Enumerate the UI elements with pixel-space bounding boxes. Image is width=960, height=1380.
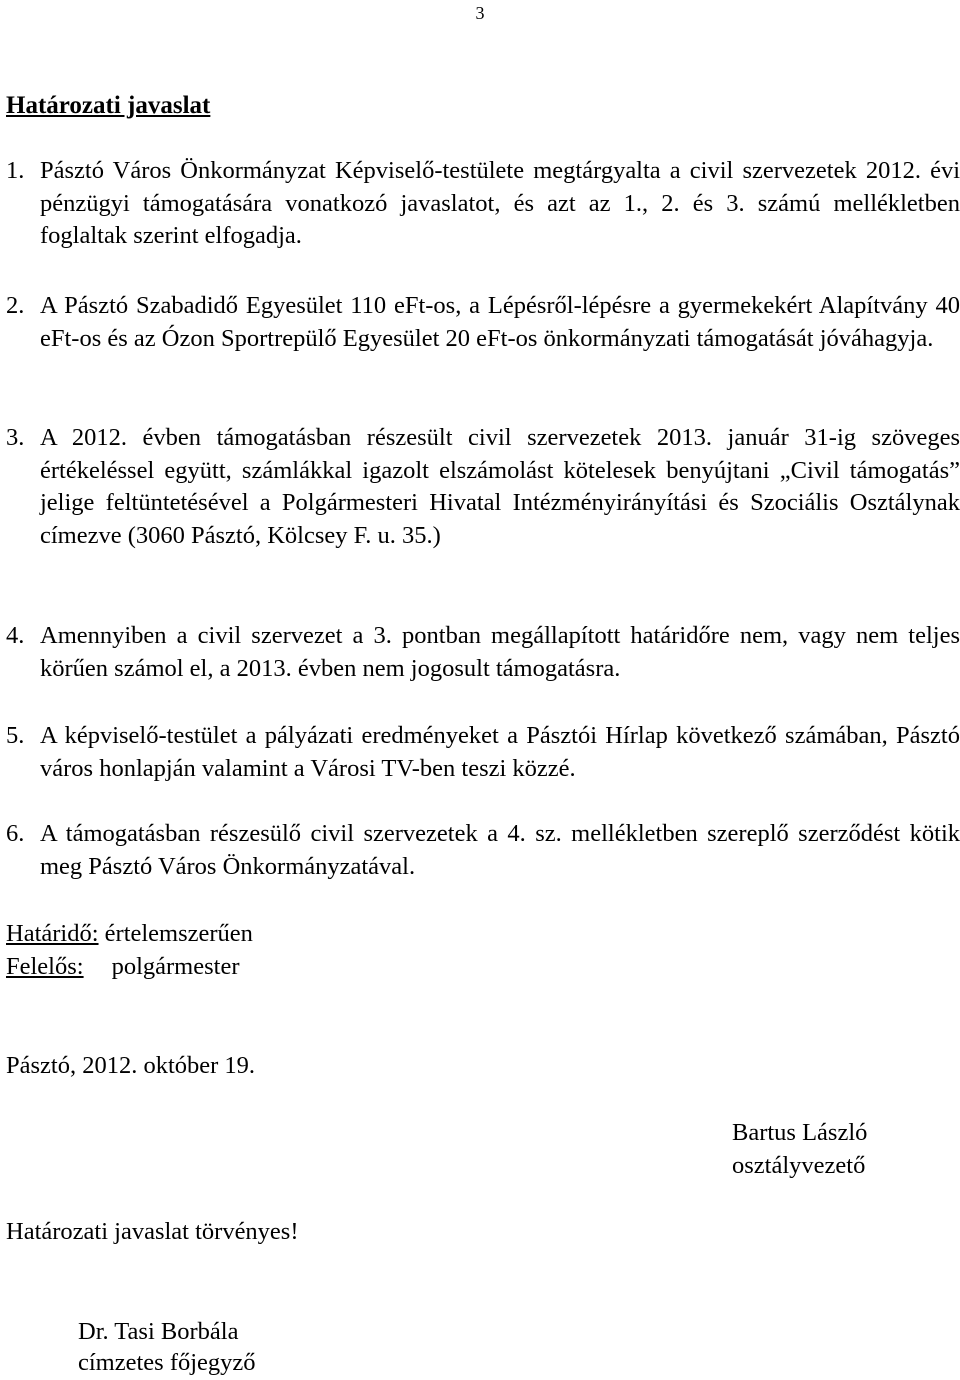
signatory-2-title: címzetes főjegyző: [78, 1349, 256, 1376]
deadline-line: [6, 918, 253, 951]
deadline-value: értelemszerűen: [98, 920, 253, 947]
resolution-item-3: [6, 422, 960, 552]
resolution-item-4: [6, 620, 960, 685]
item-number: 5.: [6, 722, 25, 749]
resolution-item-2: [6, 290, 960, 355]
item-text: A képviselő-testület a pályázati eredményeket a Pásztói Hírlap következő számában, Pásztó város honlapján valamint a Városi TV-ben teszi közzé.: [40, 722, 960, 782]
item-number: 6.: [6, 820, 25, 847]
signatory-1-title: osztályvezető: [732, 1152, 866, 1179]
responsible-line: [6, 951, 240, 984]
item-text: A 2012. évben támogatásban részesült civil szervezetek 2013. január 31-ig szöveges értékeléssel együtt, számlákkal igazolt elszámolást kötelesek benyújtani „Civil támogatás” jelige feltüntetésével a Polgármesteri Hivatal Intézményirányítási és Szociális Osztálynak címezve (3060 Pásztó, Kölcsey F. u. 35.): [40, 424, 960, 549]
resolution-item-1: [6, 155, 960, 253]
resolution-item-6: [6, 818, 960, 883]
item-text: A Pásztó Szabadidő Egyesület 110 eFt-os, a Lépésről-lépésre a gyermekekért Alapítvány 40 eFt-os és az Ózon Sportrepülő Egyesület 20 eFt-os önkormányzati támogatását jóváhagyja.: [40, 292, 960, 352]
item-number: 3.: [6, 424, 25, 451]
item-text: A támogatásban részesülő civil szervezetek a 4. sz. mellékletben szereplő szerződést kötik meg Pásztó Város Önkormányzatával.: [40, 820, 960, 880]
responsible-label: Felelős:: [6, 953, 84, 980]
place-date: Pásztó, 2012. október 19.: [6, 1052, 256, 1079]
signatory-2-name: Dr. Tasi Borbála: [78, 1318, 239, 1345]
deadline-label: Határidő:: [6, 920, 99, 947]
document-title: Határozati javaslat: [6, 92, 211, 119]
page-number: 3: [475, 3, 485, 23]
item-text: Pásztó Város Önkormányzat Képviselő-testülete megtárgyalta a civil szervezetek 2012. évi pénzügyi támogatására vonatkozó javaslatot, és azt az 1., 2. és 3. számú mellékletben foglaltak szerint elfogadja.: [40, 157, 960, 249]
legal-note: Határozati javaslat törvényes!: [6, 1218, 299, 1245]
responsible-value: polgármester: [111, 953, 240, 980]
item-text: Amennyiben a civil szervezet a 3. pontban megállapított határidőre nem, vagy nem teljes körűen számol el, a 2013. évben nem jogosult támogatásra.: [40, 622, 960, 682]
item-number: 4.: [6, 622, 25, 649]
item-number: 1.: [6, 157, 25, 184]
item-number: 2.: [6, 292, 25, 319]
resolution-item-5: [6, 720, 960, 785]
signatory-1-name: Bartus László: [732, 1119, 868, 1146]
